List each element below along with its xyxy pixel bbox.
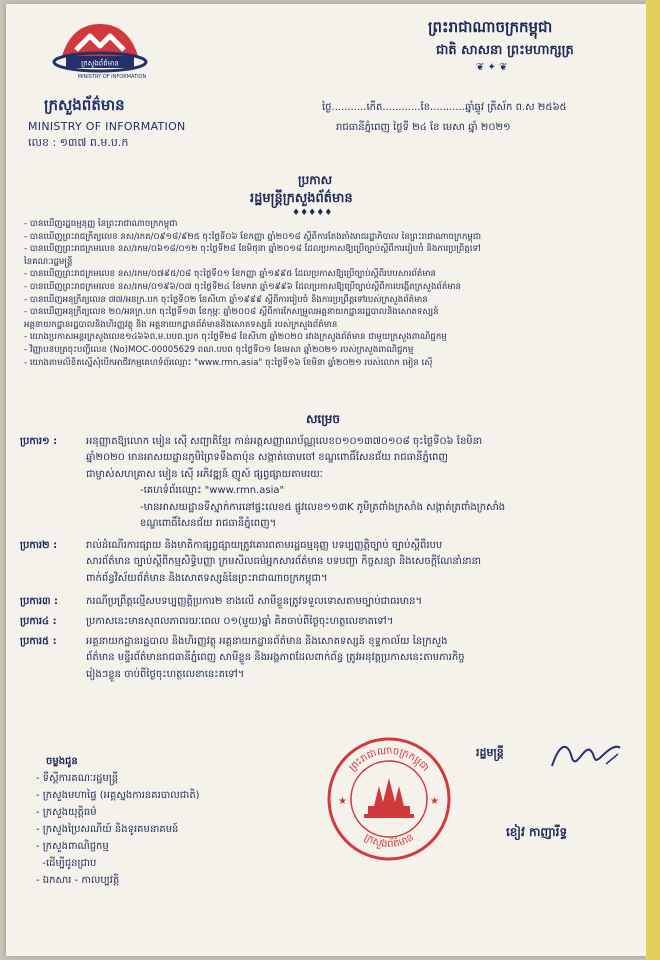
reference-item: - បានឃើញព្រះរាជក្រឹត្យលេខ នស/រកត/០៩១៨/៩២៥ ចុះថ្ងៃទី០៦ ខែកញ្ញា ឆ្នាំ២០១៨ ស្តីពីការតែងតាំងរាជរដ្ឋាភិបាល នៃព្រះរាជាណាចក្រកម្ពុជា — [24, 231, 482, 242]
article-line: រៀងៗខ្លួន ចាប់ពីថ្ងៃចុះហត្ថលេខានេះតទៅ។ — [86, 668, 245, 680]
ministry-logo — [52, 18, 148, 86]
references-list — [24, 218, 634, 369]
reference-item: - វិញ្ញាបនបត្រចុះបញ្ជីលេខ (No)MOC-00005629 ពណ.បបព ចុះថ្ងៃទី០១ ខែមេសា ឆ្នាំ២០២១ របស់ក្រសួងពាណិជ្ជកម្ម — [24, 344, 414, 355]
seal-star-icon: ★ — [430, 796, 439, 807]
seal-star-icon: ★ — [338, 796, 347, 807]
reference-item: - យោងតាមលិខិតស្នើសុំបើកអាជីវកម្មគេហទំព័រឈ្មោះ "www.rmn.asia" ចុះថ្ងៃទី១៦ ខែមិនា ឆ្នាំ២០២១ របស់លោក មៀន ស៊ើ — [24, 357, 433, 368]
reference-item: - បានឃើញព្រះរាជក្រមលេខ នស/រកម/០៧៩៥/០៨ ចុះថ្ងៃទី០១ ខែកញ្ញា ឆ្នាំ១៩៩៥ ដែលប្រកាសឱ្យប្រើច្បាប់ស្តីពីរបបសារព័ត៌មាន — [24, 269, 437, 280]
cc-heading: ចម្លងជូន — [46, 756, 78, 767]
reference-item: អគ្គនាយកដ្ឋានរដ្ឋបាលនិងហិរញ្ញវត្ថុ និង អគ្គនាយកដ្ឋានព័ត៌មាននិងសោតទស្សន៍ របស់ក្រសួងព័ត៌មាន — [24, 319, 338, 330]
article-line: ករណីប្រព្រឹត្តល្មើសបទប្បញ្ញត្តិប្រការ២ ខាងលើ សាមីខ្លួនត្រូវទទួលទោសតាមច្បាប់ជាធរមាន។ — [86, 596, 423, 607]
logo-text: ក្រសួងព័ត៌មាន — [81, 59, 119, 68]
article-3 — [20, 594, 632, 610]
cc-item: - ក្រសួងយុត្តិធម៌ — [36, 807, 97, 818]
article-line: ជាម្ចាស់សហគ្រាស មៀន ស៊ើ អភិវឌ្ឍន៍ ញូស៍ ផ្សព្វផ្សាយតាមរយៈ — [86, 468, 323, 480]
article-label: ប្រការ១ : — [20, 436, 58, 447]
cc-item: -ដើម្បីជូនជ្រាប — [36, 858, 97, 869]
article-4 — [20, 614, 632, 630]
cc-item: - ទីស្តីការគណៈរដ្ឋមន្ត្រី — [36, 773, 119, 784]
document-page — [6, 4, 646, 956]
cc-item: - ក្រសួងមហាផ្ទៃ (អគ្គស្នងការនគរបាលជាតិ) — [36, 790, 200, 801]
reference-item: - បានឃើញអនុក្រឹត្យលេខ ២០/អនក្រ.បក ចុះថ្ងៃទី១៣ ខែកុម្ភៈ ឆ្នាំ២០០៨ ស្តីពីការកែសម្រួលអគ្គនាយកដ្ឋានរដ្ឋបាលនិងសោតទស្សន៍ — [24, 307, 439, 318]
reference-item: - បានឃើញព្រះរាជក្រមលេខ នស/រកម/០១៩៦/០៧ ចុះថ្ងៃទី២៤ ខែមករា ឆ្នាំ១៩៩៦ ដែលប្រកាសឱ្យប្រើច្បាប់ស្តីពីការបង្កើតក្រសួងព័ត៌មាន — [24, 281, 461, 292]
ministry-name-en: MINISTRY OF INFORMATION — [28, 120, 186, 133]
lunar-date: ថ្ងៃ...........កើត............ខែ...........ឆ្នាំឆ្លូវ ត្រីស័ក ព.ស ២៥៦៥ — [322, 102, 567, 113]
document-type-heading: ប្រកាស — [298, 173, 333, 187]
article-subline: -គេហទំព័រឈ្មោះ "www.rmn.asia" — [140, 485, 285, 497]
title-ornament: ♦♦♦♦♦ — [292, 208, 333, 218]
article-1 — [20, 434, 632, 532]
article-label: ប្រការ៥ : — [20, 636, 57, 647]
article-line: ពាក់ព័ន្ធវិស័យព័ត៌មាន និងសោតទស្សន៍នៃព្រះរាជាណាចក្រកម្ពុជា។ — [86, 572, 328, 584]
official-seal — [324, 734, 454, 864]
cc-item: - ក្រសួងពាណិជ្ជកម្ម — [36, 841, 109, 852]
signatory-name: ខៀវ កាញារីទ្ធ — [506, 825, 568, 839]
cc-item: - ឯកសារ - កាលប្បវត្តិ — [36, 875, 120, 886]
article-line: អគ្គនាយកដ្ឋានរដ្ឋបាល និងហិរញ្ញវត្ថុ អគ្គនាយកដ្ឋានព័ត៌មាន និងសោតទស្សន៍ ខុទ្ទកាល័យ នៃក្រសួង — [86, 636, 448, 647]
issuer-heading: រដ្ឋមន្ត្រីក្រសួងព័ត៌មាន — [250, 191, 353, 206]
ministry-name-kh: ក្រសួងព័ត៌មាន — [44, 96, 125, 114]
handwritten-signature — [546, 736, 626, 776]
background-edge — [646, 0, 660, 960]
cc-item: - ក្រសួងប្រៃសណីយ៍ និងទូរគមនាគមន៍ — [36, 824, 179, 835]
seal-text-top: ព្រះរាជាណាចក្រកម្ពុជា — [347, 745, 431, 774]
article-label: ប្រការ៣ : — [20, 596, 59, 607]
national-motto: ជាតិ សាសនា ព្រះមហាក្សត្រ — [436, 43, 574, 58]
reference-item: - យោងប្រកាសអន្តរក្រសួងលេខ១៤៦៦ព.ម.បបព.ប្រក ចុះថ្ងៃទី២៨ ខែសីហា ឆ្នាំ២០២០ រវាងក្រសួងព័ត៌មាន ជាមួយក្រសួងពាណិជ្ជកម្ម — [24, 332, 447, 343]
motto-ornament-icon: ❦ ✦ ❦ — [476, 62, 508, 73]
reference-item: - បានឃើញអនុក្រឹត្យលេខ ៧៧/អនក្រ.បក ចុះថ្ងៃទី០២ ខែសីហា ឆ្នាំ១៩៩៩ ស្តីពីការរៀបចំ និងការប្រព្រឹត្តទៅរបស់ក្រសួងព័ត៌មាន — [24, 294, 428, 305]
reference-item: នៃគណៈរដ្ឋមន្ត្រី — [24, 256, 73, 267]
signatory-title: រដ្ឋមន្ត្រី — [476, 746, 504, 759]
article-5 — [20, 634, 632, 683]
article-line: ឆ្នាំ២០២០ មានអាសយដ្ឋានភូមិព្រៃទទឹងតាប៉ុន សង្កាត់ចោមចៅ ខណ្ឌពោធិ៍សែនជ័យ រាជធានីភ្នំពេញ — [86, 452, 448, 464]
decision-heading: សម្រេច — [306, 412, 341, 426]
article-label: ប្រការ៤ : — [20, 616, 57, 627]
reference-item: - បានឃើញព្រះរាជក្រមលេខ នស/រកម/០៦១៨/០១២ ចុះថ្ងៃទី២៨ ខែមិថុនា ឆ្នាំ២០១៨ ដែលប្រកាសឱ្យប្រើច្បាប់ស្តីពីការរៀបចំ និងការប្រព្រឹត្តទៅ — [24, 244, 481, 255]
article-subline: -មានអាសយដ្ឋានទីស្នាក់ការនៅផ្ទះលេខ៥ ផ្លូវលេខ១១៣K ភូមិត្រពាំងក្រសាំង សង្កាត់ត្រពាំងក្រសាំង — [140, 501, 506, 513]
angkor-temple-icon — [364, 778, 414, 818]
article-line: សារព័ត៌មាន ច្បាប់ស្តីពីកម្មសិទ្ធិបញ្ញា ក្រមសីលធម៌អ្នកសារព័ត៌មាន បទបញ្ជា កិច្ចសន្យា និងសេចក្តីណែនាំនានា — [86, 556, 481, 568]
reference-number: លេខ : ១៣៧ ព.ម.ប.ក — [28, 136, 129, 149]
logo-subtext: MINISTRY OF INFORMATION — [77, 74, 147, 80]
article-label: ប្រការ២ : — [20, 540, 58, 551]
cc-list — [36, 770, 200, 889]
kingdom-heading: ព្រះរាជាណាចក្រកម្ពុជា — [428, 18, 553, 36]
reference-item: - បានឃើញរដ្ឋធម្មនុញ្ញ នៃព្រះរាជាណាចក្រកម្ពុជា — [24, 219, 178, 229]
article-line: ប្រកាសនេះមានសុពលភាពរយៈពេល ០១(មួយ)ឆ្នាំ គិតចាប់ពីថ្ងៃចុះហត្ថលេខាតទៅ។ — [86, 616, 394, 627]
article-line: រាល់ដំណើរការផ្សាយ និងមាតិកាផ្សព្វផ្សាយត្រូវគោរពតាមរដ្ឋធម្មនុញ្ញ បទប្បញ្ញត្តិច្បាប់ ច្បាប់ស្តីពីរបប — [86, 540, 443, 551]
article-subline: ខណ្ឌពោធិ៍សែនជ័យ រាជធានីភ្នំពេញ។ — [140, 518, 277, 530]
article-2 — [20, 538, 632, 587]
article-line: អនុញ្ញាតឱ្យលោក មៀន ស៊ើ សញ្ជាតិខ្មែរ កាន់អត្តសញ្ញាណប័ណ្ណលេខ០១០១៣៧០១០៨ ចុះថ្ងៃទី០៦ ខែមិនា — [86, 436, 483, 447]
seal-text-bottom: ក្រសួងព័ត៌មាន — [362, 832, 416, 851]
article-line: ព័ត៌មាន មន្ទីរព័ត៌មានរាជធានីភ្នំពេញ សាមីខ្លួន និងអង្គភាពដែលពាក់ព័ន្ធ ត្រូវអនុវត្តប្រកាសនេះតាមភារកិច្ច — [86, 652, 465, 664]
solar-date: រាជធានីភ្នំពេញ ថ្ងៃទី ២៤ ខែ មេសា ឆ្នាំ ២០២១ — [336, 122, 511, 133]
